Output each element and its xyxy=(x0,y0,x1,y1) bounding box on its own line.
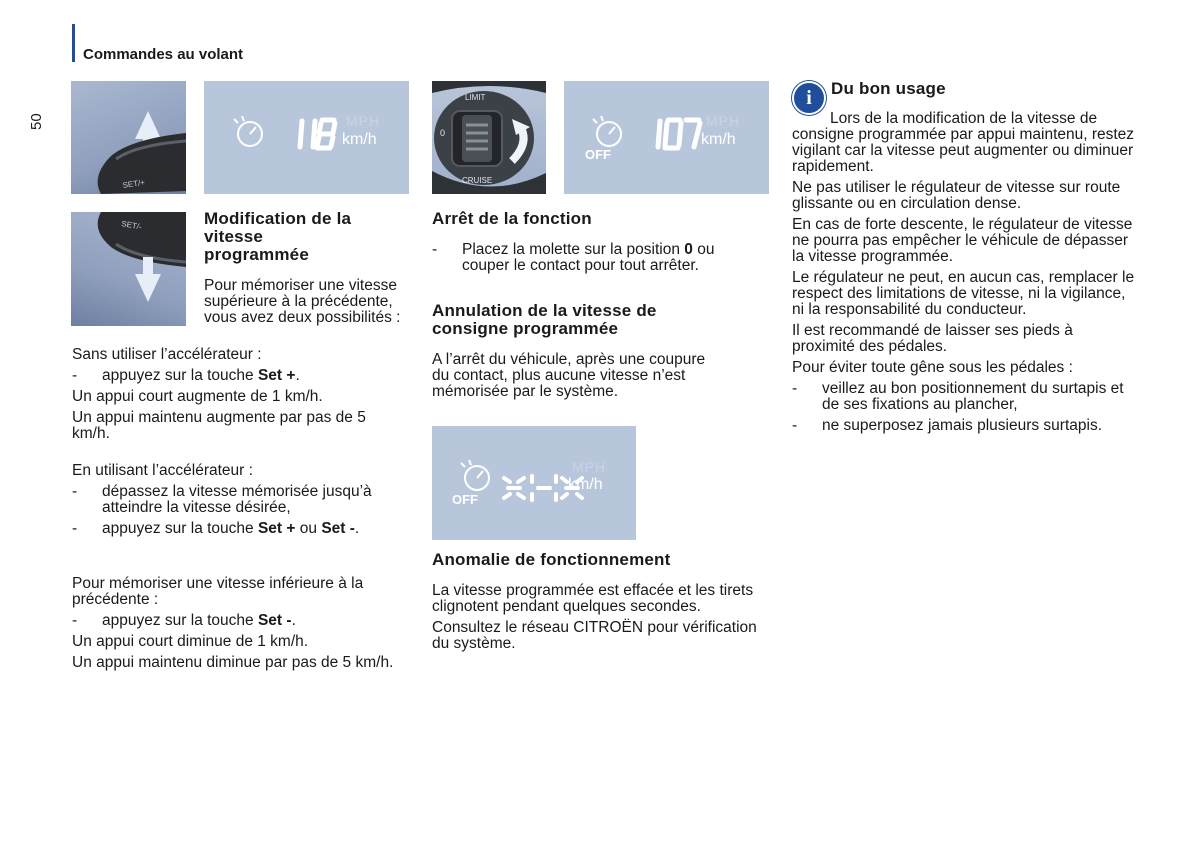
heading-cancel: Annulation de la vitesse de consigne programmée xyxy=(432,301,657,338)
display-panel-off xyxy=(564,81,769,194)
display-panel-dashes xyxy=(432,426,636,540)
speedometer-icon xyxy=(234,116,262,146)
list-item: - appuyez sur la touche Set +. xyxy=(72,367,300,384)
fault-body xyxy=(432,583,762,652)
wheel-zero-label: 0 xyxy=(440,128,446,138)
info-icon: i xyxy=(792,81,826,115)
fault-contact: Consultez le réseau CITROËN pour vérification du système. xyxy=(432,619,757,652)
long-press-down: Un appui maintenu diminue par pas de 5 km/h. xyxy=(72,654,394,671)
list-item: - Placez la molette sur la position 0 ou couper le contact pour tout arrêter. xyxy=(432,241,715,274)
heading-stop: Arrêt de la fonction xyxy=(432,209,592,228)
good-use-p5: Il est recommandé de laisser ses pieds à proximité des pédales. xyxy=(792,322,1073,355)
display-panel-speed-up xyxy=(204,81,409,194)
heading-modification: Modification de la vitesse programmée xyxy=(204,209,352,264)
good-use-p6: Pour éviter toute gêne sous les pédales : xyxy=(792,359,1073,376)
heading-fault: Anomalie de fonctionnement xyxy=(432,550,671,569)
without-accel-label: Sans utiliser l’accélérateur : xyxy=(72,346,262,363)
off-label: OFF xyxy=(452,492,478,507)
fault-text: La vitesse programmée est effacée et les tirets clignotent pendant quelques secondes. xyxy=(432,582,754,615)
speedometer-icon xyxy=(461,460,489,490)
lever-set-plus-label: SET/+ xyxy=(122,177,146,190)
speedometer-icon xyxy=(593,116,621,146)
thumbwheel-photo xyxy=(432,81,546,194)
unit-label: km/h xyxy=(701,131,736,148)
speed-digits-118 xyxy=(300,120,335,148)
with-accel-label: En utilisant l’accélérateur : xyxy=(72,462,253,479)
wheel-limit-label: LIMIT xyxy=(465,93,486,102)
modification-intro: Pour mémoriser une vitesse supérieure à la précédente, vous avez deux possibilités : xyxy=(204,277,401,326)
lower-intro: Pour mémoriser une vitesse inférieure à la précédente : xyxy=(72,575,364,608)
unit-label: km/h xyxy=(342,131,377,148)
good-use-p2: Ne pas utiliser le régulateur de vitesse sur route glissante ou en circulation dense. xyxy=(792,179,1121,212)
short-press-up: Un appui court augmente de 1 km/h. xyxy=(72,388,323,405)
heading-good-use: Du bon usage xyxy=(831,79,946,98)
list-item: - appuyez sur la touche Set -. xyxy=(72,612,296,629)
unit-ghost-label: MPH xyxy=(346,113,381,129)
unit-label: km/h xyxy=(568,476,603,493)
cancel-text: A l’arrêt du véhicule, après une coupure du contact, plus aucune vitesse n’est mémorisée par le système. xyxy=(432,351,706,400)
arrow-down-icon xyxy=(135,257,161,302)
page-number: 50 xyxy=(28,113,45,130)
list-item: - ne superposez jamais plusieurs surtapis. xyxy=(792,417,1102,434)
good-use-p3: En cas de forte descente, le régulateur de vitesse ne pourra pas empêcher le véhicule de dépasser la vitesse programmée. xyxy=(792,216,1133,265)
good-use-p4: Le régulateur ne peut, en aucun cas, remplacer le respect des limitations de vitesse, ni la vigilance, ni la responsabilité du conducteur. xyxy=(792,269,1135,318)
lever-photo-down xyxy=(71,212,186,326)
speed-digits-107 xyxy=(658,120,700,148)
list-item: - veillez au bon positionnement du surtapis et de ses fixations au plancher, xyxy=(792,380,1124,413)
good-use-body xyxy=(792,111,1137,434)
unit-ghost-label: MPH xyxy=(706,113,741,129)
col1-body xyxy=(72,347,412,671)
header-accent-bar xyxy=(72,24,75,62)
off-label: OFF xyxy=(585,147,611,162)
wheel-cruise-label: CRUISE xyxy=(462,176,493,185)
long-press-up: Un appui maintenu augmente par pas de 5 km/h. xyxy=(72,409,366,442)
section-title: Commandes au volant xyxy=(83,46,244,63)
list-item: - appuyez sur la touche Set + ou Set -. xyxy=(72,520,360,537)
list-item: - dépassez la vitesse mémorisée jusqu’à atteindre la vitesse désirée, xyxy=(72,483,372,516)
good-use-p1: Lors de la modification de la vitesse de consigne programmée par appui maintenu, restez vigilant car la vitesse peut augmenter ou diminuer rapidement. xyxy=(792,110,1135,175)
lever-set-minus-label: SET/- xyxy=(120,219,143,232)
lever-photo-up xyxy=(71,81,186,194)
short-press-down: Un appui court diminue de 1 km/h. xyxy=(72,633,309,650)
unit-ghost-label: MPH xyxy=(572,459,607,475)
